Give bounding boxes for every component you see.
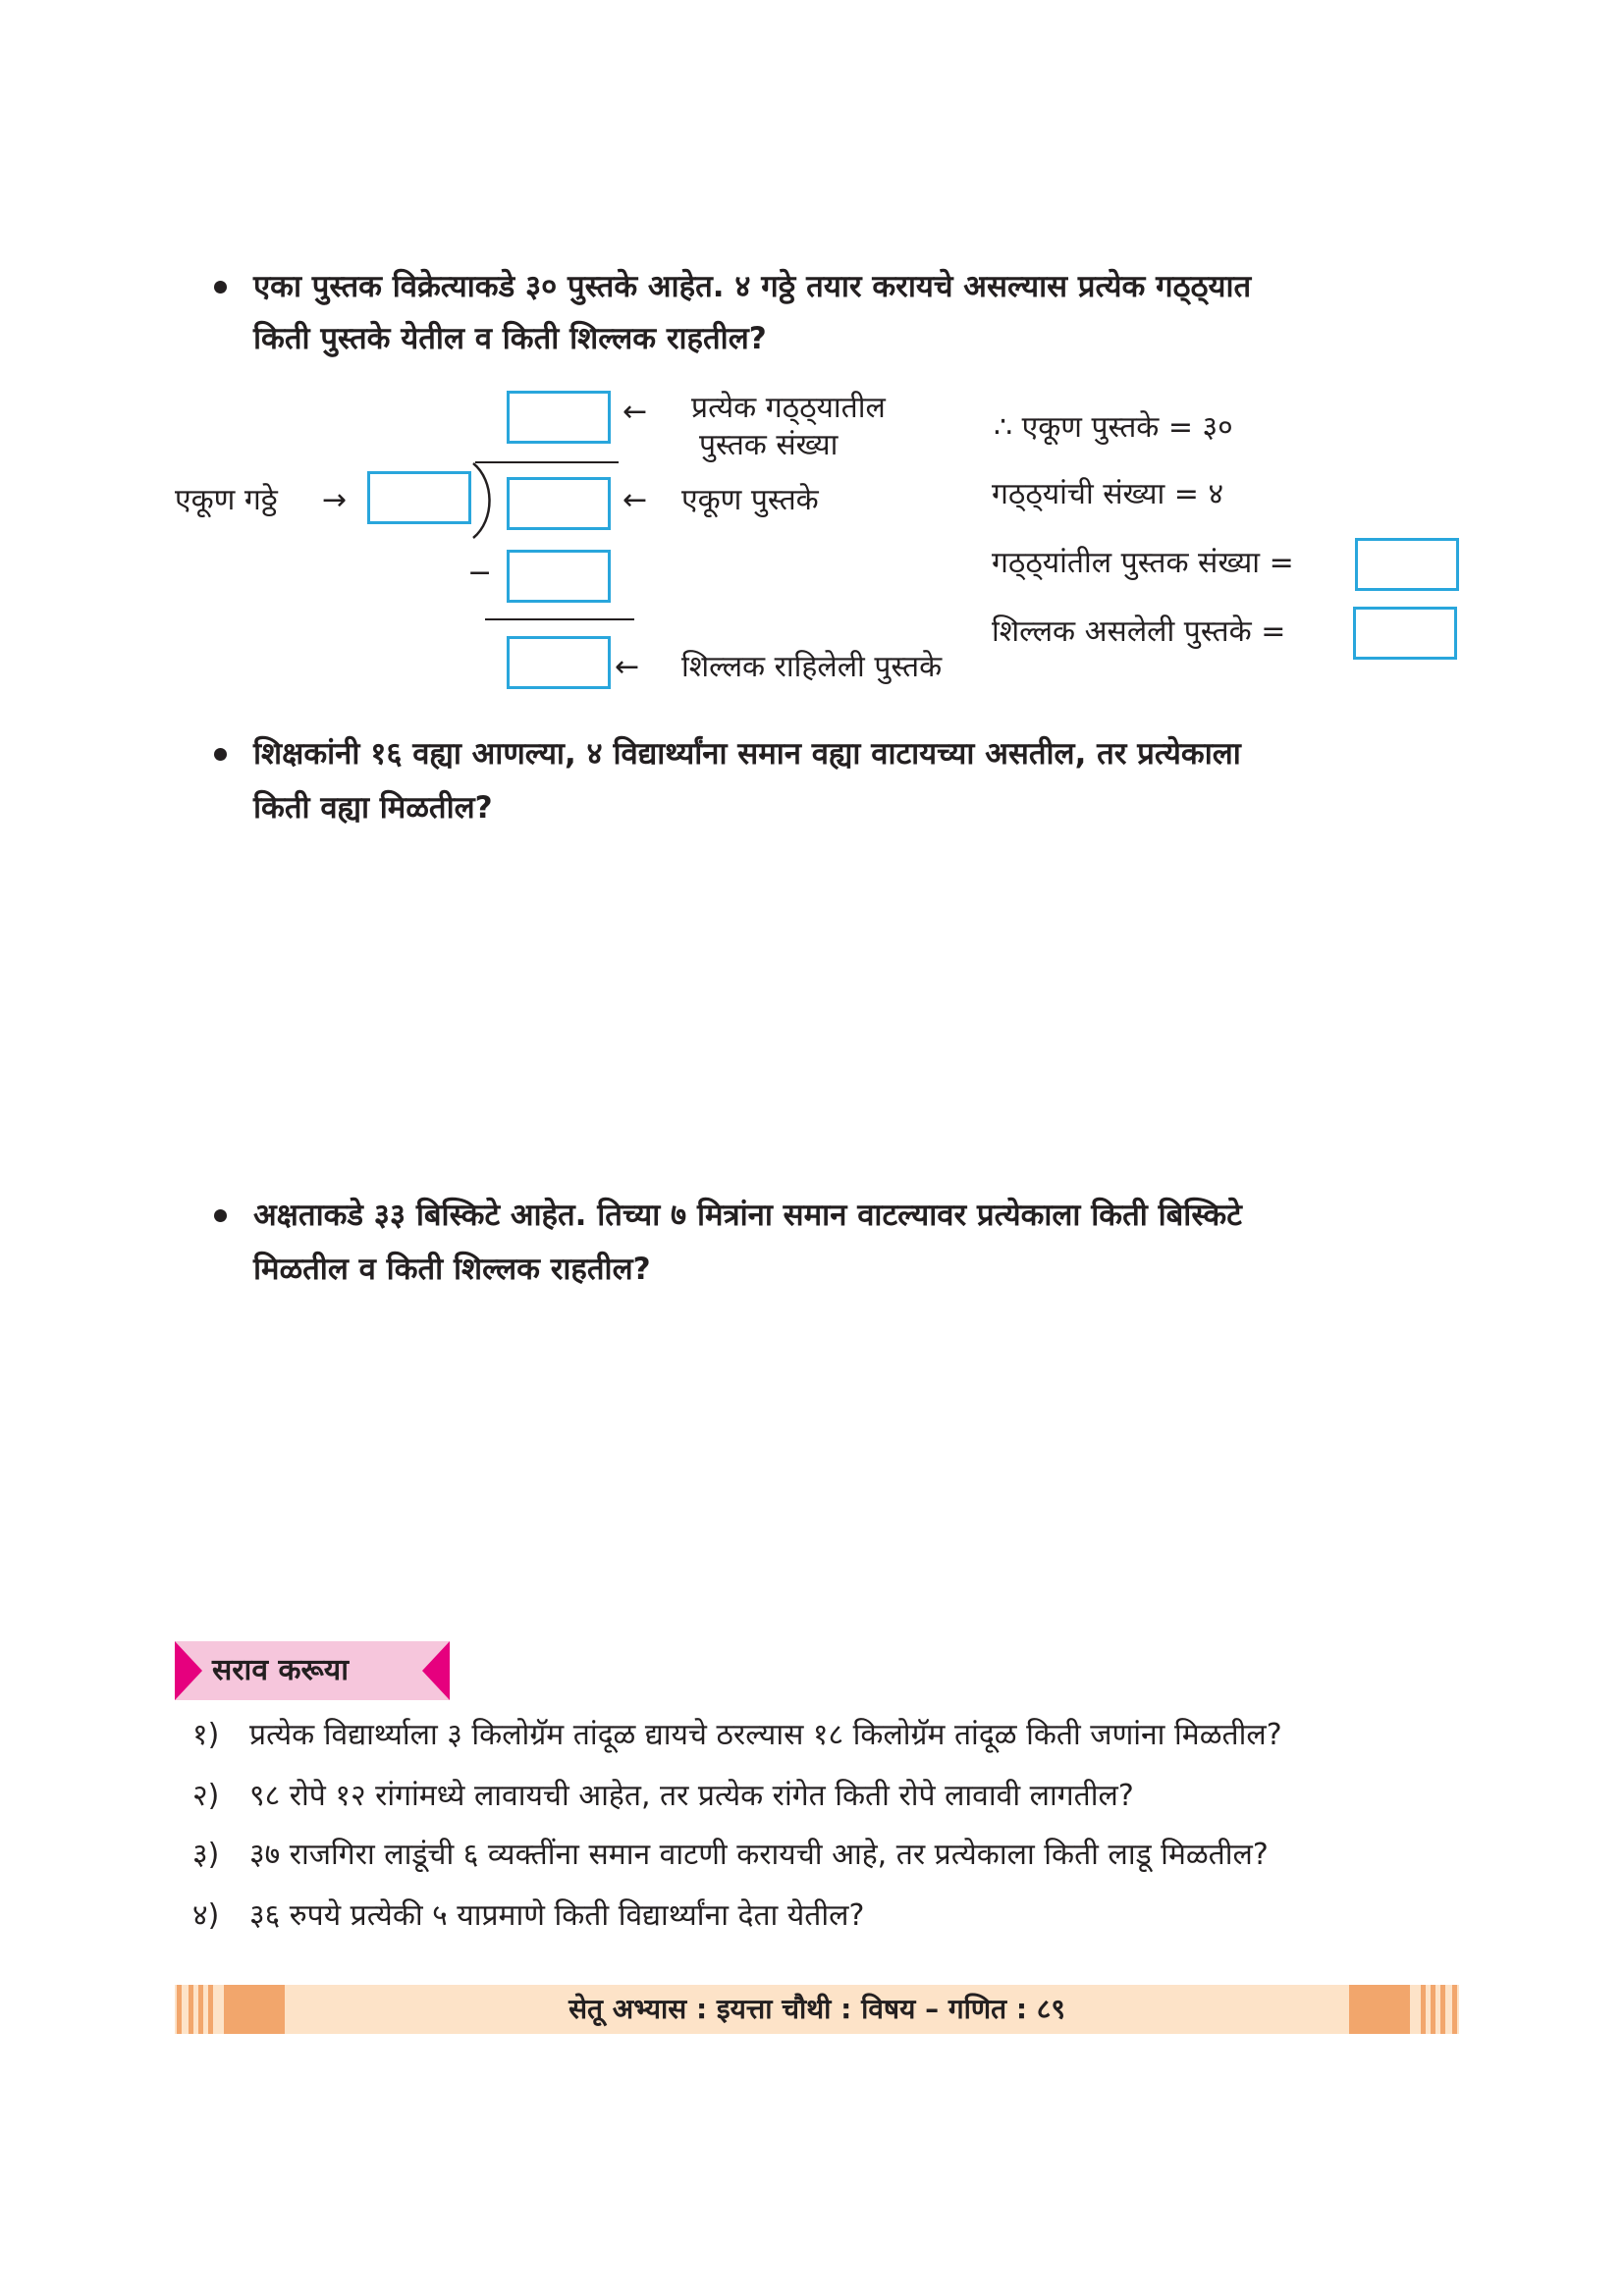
practice-item (192, 1716, 1282, 1755)
practice-item-number: १) (192, 1718, 220, 1752)
practice-item-text: ३७ राजगिरा लाडूंची ६ व्यक्तींना समान वाटणी करायची आहे, तर प्रत्येकाला किती लाडू मिळतील? (249, 1838, 1269, 1872)
bullet (214, 748, 227, 761)
minus-sign: − (467, 556, 493, 590)
subtraction-line (485, 618, 634, 620)
practice-item-number: ४) (192, 1898, 220, 1933)
bullet (214, 281, 227, 294)
summary-books-per-bundle: गठ्ठ्यांतील पुस्तक संख्या = (992, 546, 1294, 580)
remainder-box[interactable] (507, 636, 611, 689)
arrow-right-icon: → (322, 483, 348, 517)
summary-total-books: ∴ एकूण पुस्तके = ३० (994, 410, 1233, 445)
practice-item (192, 1777, 1134, 1816)
practice-item-text: प्रत्येक विद्यार्थ्याला ३ किलोग्रॅम तांदूळ द्यायचे ठरल्यास १८ किलोग्रॅम तांदूळ किती जणांना मिळतील? (249, 1718, 1282, 1752)
practice-item-number: २) (192, 1779, 220, 1813)
divisor-box[interactable] (367, 471, 471, 524)
dividend-box[interactable] (507, 477, 611, 530)
summary-leftover-books: शिल्लक असलेली पुस्तके = (992, 614, 1286, 649)
question-3-line-2: मिळतील व किती शिल्लक राहतील? (253, 1252, 651, 1287)
right-arrow-icon (422, 1641, 450, 1700)
practice-item-text: ३६ रुपये प्रत्येकी ५ याप्रमाणे किती विद्यार्थ्यांना देता येतील? (249, 1898, 865, 1933)
arrow-left-icon: ← (615, 650, 640, 684)
footer-text: सेतू अभ्यास : इयत्ता चौथी : विषय – गणित : ८९ (568, 1993, 1065, 2025)
question-1-line-1: एका पुस्तक विक्रेत्याकडे ३० पुस्तके आहेत. ४ गठ्ठे तयार करायचे असल्यास प्रत्येक गठ्ठ्यात (253, 269, 1252, 304)
practice-title: सराव करूया (212, 1653, 349, 1687)
arrow-left-icon: ← (623, 483, 648, 517)
footer-bar (175, 1985, 1459, 2034)
quotient-label-1: प्रत्येक गठ्ठ्यातील (691, 391, 886, 425)
quotient-label-2: पुस्तक संख्या (699, 428, 839, 462)
quotient-box[interactable] (507, 391, 611, 444)
question-1-line-2: किती पुस्तके येतील व किती शिल्लक राहतील? (253, 321, 767, 356)
leftover-answer-box[interactable] (1353, 607, 1457, 660)
left-arrow-icon (175, 1641, 202, 1700)
total-books-label: एकूण पुस्तके (681, 483, 819, 517)
arrow-left-icon: ← (623, 395, 648, 429)
subtraction-box[interactable] (507, 550, 611, 603)
summary-bundle-count: गठ्ठ्यांची संख्या = ४ (992, 477, 1224, 511)
practice-item-text: ९८ रोपे १२ रांगांमध्ये लावायची आहेत, तर प्रत्येक रांगेत किती रोपे लावावी लागतील? (249, 1779, 1134, 1813)
question-2-line-2: किती वह्या मिळतील? (253, 790, 493, 826)
remainder-label: शिल्लक राहिलेली पुस्तके (681, 650, 943, 684)
practice-item (192, 1896, 864, 1936)
practice-item (192, 1836, 1269, 1875)
bundles-label: एकूण गठ्ठे (175, 483, 278, 517)
bullet (214, 1209, 227, 1222)
practice-heading (175, 1641, 450, 1700)
practice-item-number: ३) (192, 1838, 220, 1872)
question-3-line-1: अक्षताकडे ३३ बिस्किटे आहेत. तिच्या ७ मित्रांना समान वाटल्यावर प्रत्येकाला किती बिस्किटे (253, 1198, 1242, 1233)
question-2-line-1: शिक्षकांनी १६ वह्या आणल्या, ४ विद्यार्थ्यांना समान वह्या वाटायच्या असतील, तर प्रत्येकाला (253, 736, 1241, 772)
books-per-bundle-answer-box[interactable] (1355, 538, 1459, 591)
